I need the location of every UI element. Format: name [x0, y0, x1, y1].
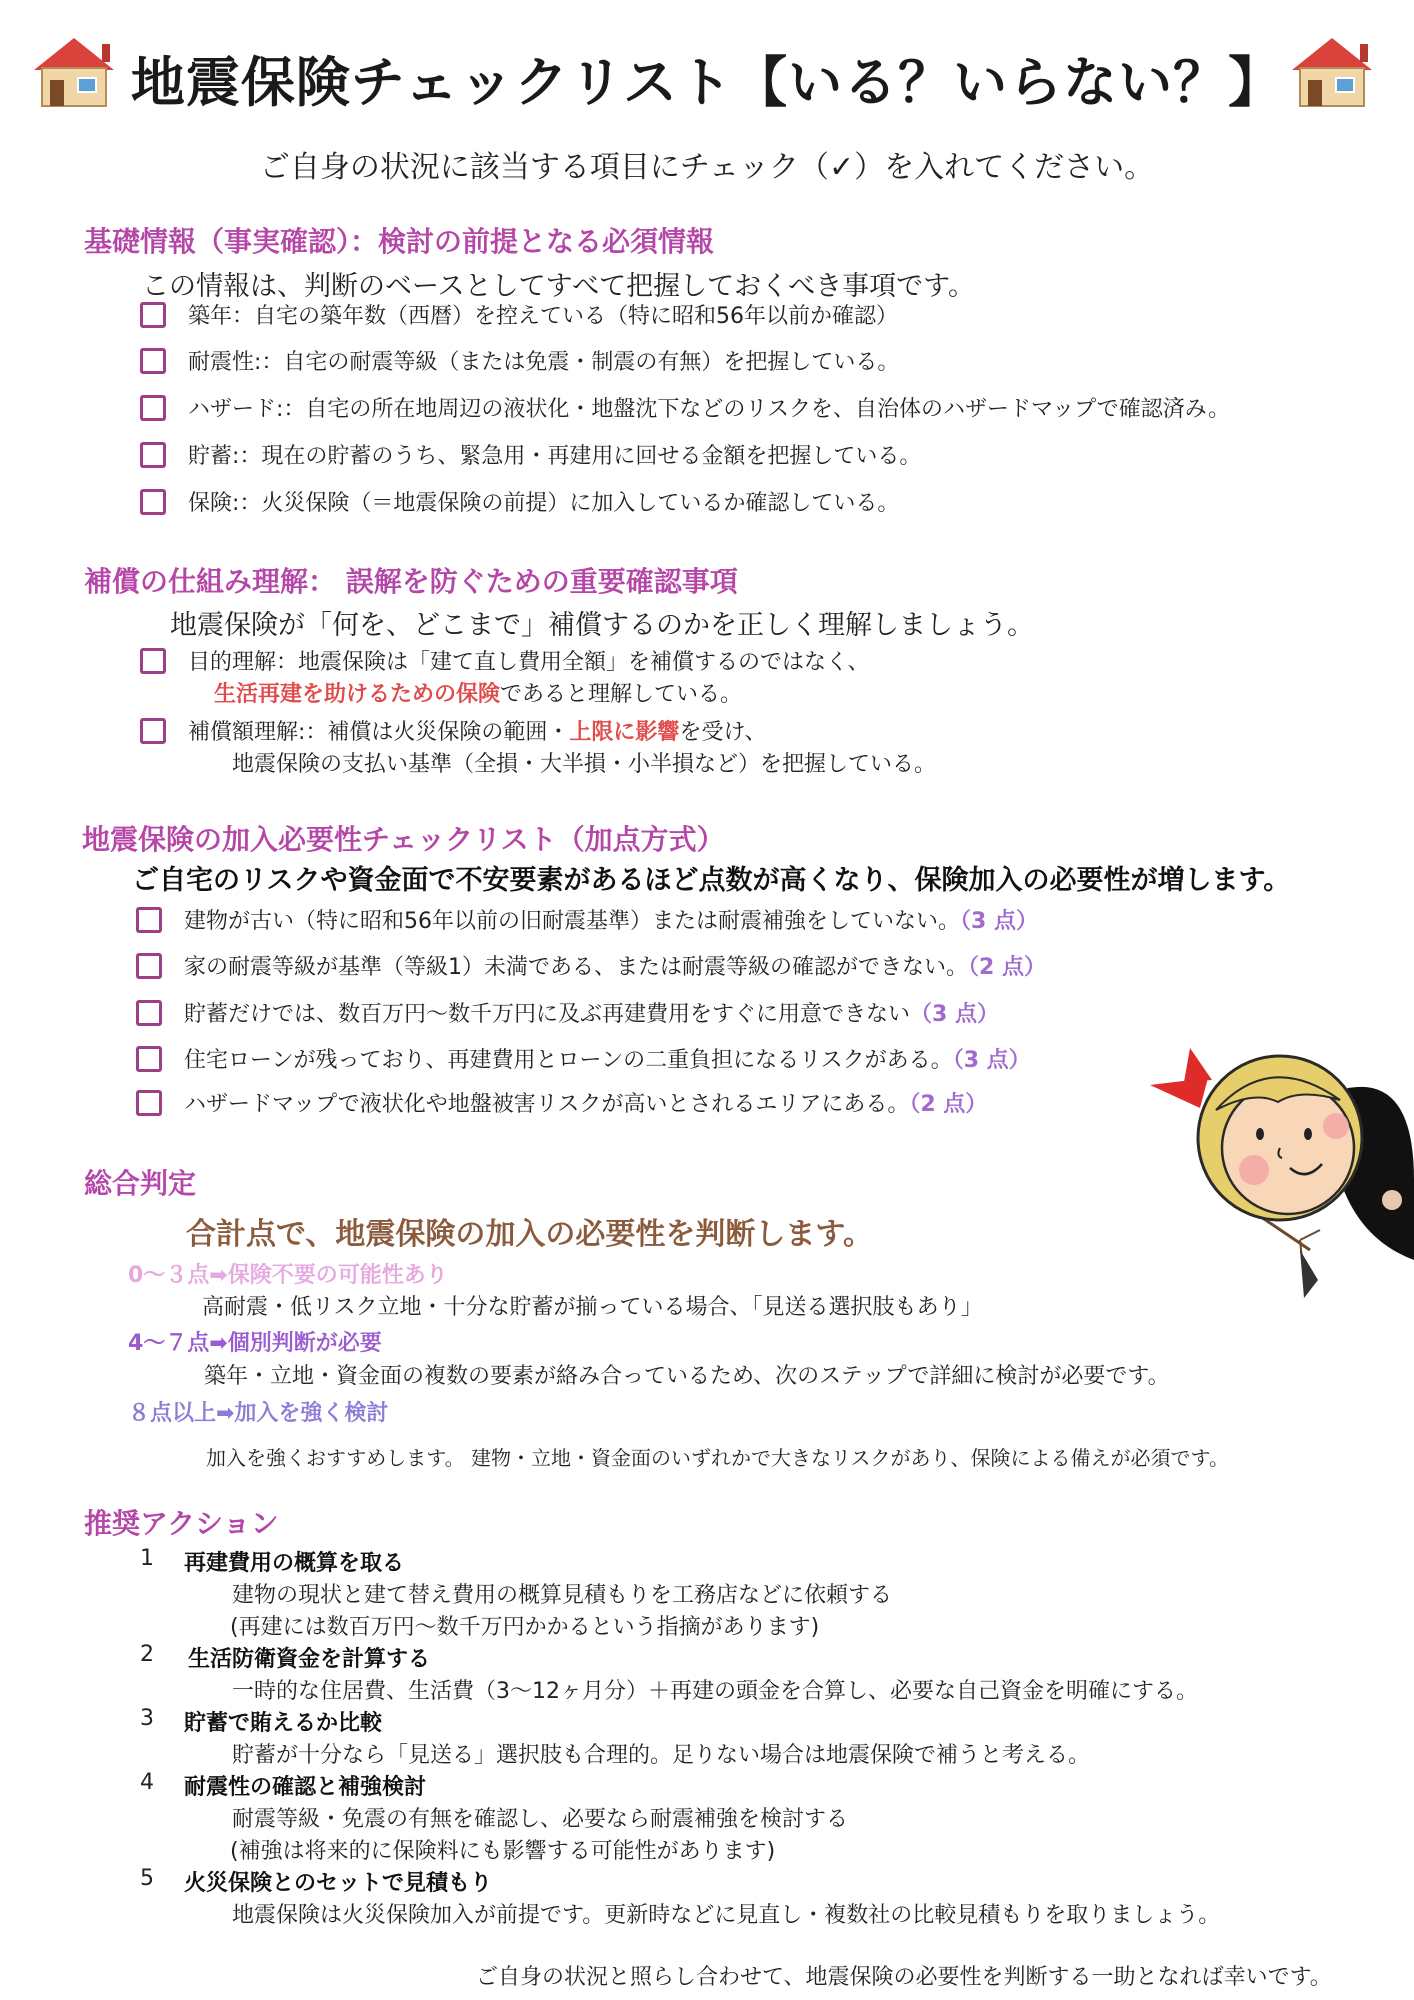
basic-section-desc: この情報は、判断のベースとしてすべて把握しておくべき事項です。	[142, 271, 975, 302]
mechanism-item2-continuation: 地震保険の支払い基準（全損・大半損・小半損など）を把握している。	[232, 752, 937, 777]
action-line: 建物の現状と建て替え費用の概算見積もりを工務店などに依頼する	[232, 1583, 893, 1608]
necessity-check-item[interactable]: 貯蓄だけでは、数百万円〜数千万円に及ぶ再建費用をすぐに用意できない（3 点）	[136, 1000, 999, 1030]
page-subtitle: ご自身の状況に該当する項目にチェック（✓）を入れてください。	[259, 150, 1155, 185]
actions-section-title: 推奨アクション	[84, 1507, 279, 1540]
necessity-section-desc: ご自宅のリスクや資金面で不安要素があるほど点数が高くなり、保険加入の必要性が増します。	[132, 865, 1291, 896]
necessity-section-title: 地震保険の加入必要性チェックリスト（加点方式）	[82, 823, 725, 856]
level-label-low: 0〜３点➡保険不要の可能性あり	[128, 1263, 448, 1288]
checkbox[interactable]	[140, 718, 166, 744]
basic-check-item[interactable]: 保険:：火災保険（＝地震保険の前提）に加入しているか確認している。	[140, 489, 899, 519]
action-line: (再建には数百万円〜数千万円かかるという指摘があります)	[230, 1615, 820, 1640]
level-desc-mid: 築年・立地・資金面の複数の要素が絡み合っているため、次のステップで詳細に検討が必要です。	[204, 1364, 1170, 1389]
action-line: 地震保険は火災保険加入が前提です。更新時などに見直し・複数社の比較見積もりを取りましょう。	[232, 1903, 1221, 1928]
action-title: 生活防衛資金を計算する	[188, 1647, 431, 1672]
action-number: 3	[140, 1706, 154, 1731]
checkbox[interactable]	[136, 953, 162, 979]
checkbox[interactable]	[140, 395, 166, 421]
mechanism-section-title: 補償の仕組み理解： 誤解を防ぐための重要確認事項	[84, 565, 738, 598]
action-number: 1	[140, 1546, 154, 1571]
action-line: 貯蓄が十分なら「見送る」選択肢も合理的。足りない場合は地震保険で補うと考える。	[232, 1743, 1091, 1768]
action-number: 2	[140, 1642, 154, 1667]
basic-check-item[interactable]: 築年：自宅の築年数（西暦）を控えている（特に昭和56年以前か確認）	[140, 302, 898, 332]
necessity-check-item[interactable]: 住宅ローンが残っており、再建費用とローンの二重負担になるリスクがある。（3 点）	[136, 1046, 1031, 1076]
necessity-check-item[interactable]: ハザードマップで液状化や地盤被害リスクが高いとされるエリアにある。（2 点）	[136, 1090, 987, 1120]
mechanism-check-item[interactable]: 目的理解：地震保険は「建て直し費用全額」を補償するのではなく、	[140, 648, 870, 678]
mechanism-section-desc: 地震保険が「何を、どこまで」補償するのかを正しく理解しましょう。	[170, 610, 1034, 641]
checkbox[interactable]	[136, 1000, 162, 1026]
mascot-illustration	[1150, 1030, 1414, 1310]
basic-check-item[interactable]: ハザード:：自宅の所在地周辺の液状化・地盤沈下などのリスクを、自治体のハザードマップで確認済み。	[140, 395, 1230, 425]
checkbox[interactable]	[140, 442, 166, 468]
basic-check-item[interactable]: 耐震性:：自宅の耐震等級（または免震・制震の有無）を把握している。	[140, 348, 899, 378]
action-title: 耐震性の確認と補強検討	[184, 1775, 427, 1800]
checkbox[interactable]	[136, 1090, 162, 1116]
basic-section-title: 基礎情報（事実確認）：検討の前提となる必須情報	[84, 225, 715, 258]
level-desc-low: 高耐震・低リスク立地・十分な貯蓄が揃っている場合、「見送る選択肢もあり」	[202, 1295, 983, 1320]
level-desc-high: 加入を強くおすすめします。 建物・立地・資金面のいずれかで大きなリスクがあり、保険による備えが必須です。	[206, 1446, 1229, 1470]
checkbox[interactable]	[140, 302, 166, 328]
action-title: 貯蓄で賄えるか比較	[184, 1711, 383, 1736]
action-title: 再建費用の概算を取る	[184, 1551, 405, 1576]
basic-check-item[interactable]: 貯蓄:：現在の貯蓄のうち、緊急用・再建用に回せる金額を把握している。	[140, 442, 921, 472]
action-line: (補強は将来的に保険料にも影響する可能性があります)	[230, 1839, 776, 1864]
action-number: 5	[140, 1866, 154, 1891]
checkbox[interactable]	[136, 1046, 162, 1072]
action-title: 火災保険とのセットで見積もり	[184, 1871, 493, 1896]
judgement-section-title: 総合判定	[84, 1167, 197, 1200]
level-label-mid: 4〜７点➡個別判断が必要	[128, 1331, 382, 1356]
checkbox[interactable]	[140, 489, 166, 515]
checkbox[interactable]	[140, 348, 166, 374]
action-line: 耐震等級・免震の有無を確認し、必要なら耐震補強を検討する	[232, 1807, 849, 1832]
mechanism-check-item[interactable]: 補償額理解:：補償は火災保険の範囲・上限に影響を受け、	[140, 718, 767, 748]
checkbox[interactable]	[140, 648, 166, 674]
page-title: 地震保険チェックリスト【いる？いらない？】	[130, 51, 1284, 114]
necessity-check-item[interactable]: 家の耐震等級が基準（等級1）未満である、または耐震等級の確認ができない。（2 点）	[136, 953, 1046, 983]
checkbox[interactable]	[136, 907, 162, 933]
judgement-lead: 合計点で、地震保険の加入の必要性を判断します。	[186, 1217, 873, 1252]
mechanism-item1-continuation: 生活再建を助けるための保険であると理解している。	[214, 682, 743, 707]
action-number: 4	[140, 1770, 154, 1795]
level-label-high: ８点以上➡加入を強く検討	[128, 1401, 389, 1426]
necessity-check-item[interactable]: 建物が古い（特に昭和56年以前の旧耐震基準）または耐震補強をしていない。（3 点）	[136, 907, 1038, 937]
action-line: 一時的な住居費、生活費（3〜12ヶ月分）＋再建の頭金を合算し、必要な自己資金を明確にする。	[232, 1679, 1198, 1704]
footer-note: ご自身の状況と照らし合わせて、地震保険の必要性を判断する一助となれば幸いです。	[476, 1965, 1332, 1990]
